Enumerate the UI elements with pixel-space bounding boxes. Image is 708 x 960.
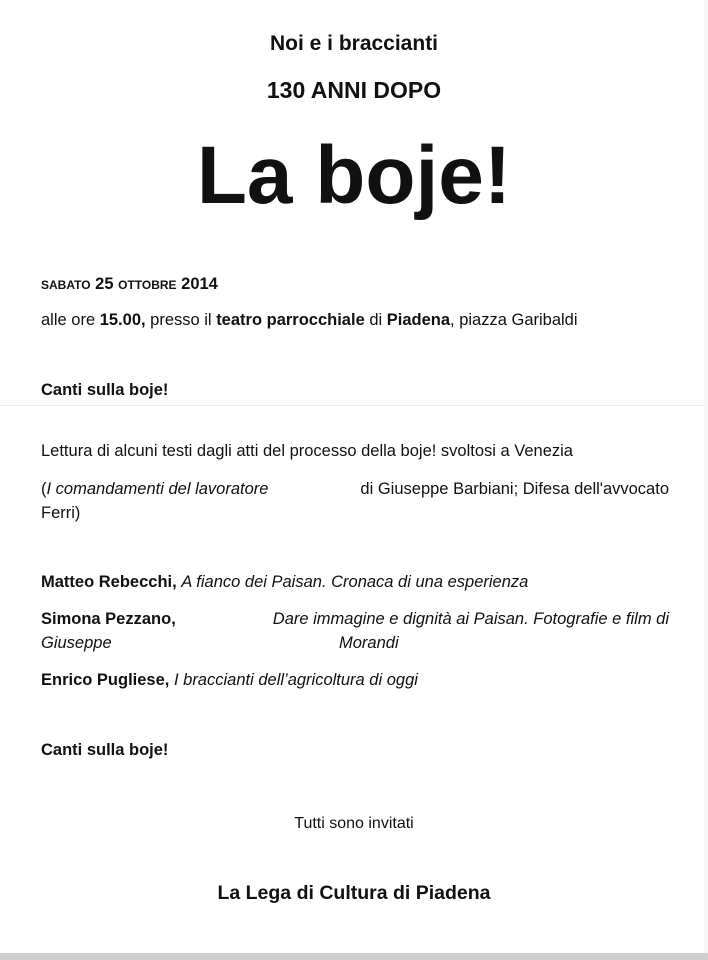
time-prefix: alle ore (41, 311, 100, 329)
speaker-2-cont-b: Morandi (339, 634, 399, 652)
lettura-line: Lettura di alcuni testi dagli atti del processo della boje! svoltosi a Venezia (41, 442, 573, 460)
works-open: ( (41, 480, 47, 498)
event-square: , piazza Garibaldi (450, 311, 578, 329)
works-part-1 (41, 480, 268, 499)
speaker-2-name: Simona Pezzano, (41, 610, 176, 628)
divider (0, 405, 708, 406)
date-number: 25 (95, 275, 114, 293)
time-mid: presso il (145, 311, 217, 329)
speaker-3 (41, 671, 669, 690)
bottom-edge-bar (0, 953, 708, 960)
speaker-3-talk: I braccianti dell’agricoltura di oggi (173, 671, 418, 689)
date-day: sabato (41, 275, 91, 293)
speaker-2-cont-a: Giuseppe (41, 634, 112, 652)
speaker-2 (41, 610, 669, 629)
speaker-1 (41, 573, 669, 592)
page-title: La boje! (196, 130, 512, 221)
subtitle-line-1: Noi e i braccianti (269, 32, 439, 55)
date-month: ottobre (118, 275, 177, 293)
event-date (41, 275, 669, 294)
event-time: 15.00, (99, 311, 146, 329)
works-line-1 (41, 480, 669, 499)
works-line-2: Ferri) (41, 504, 81, 522)
speaker-2-talk: Dare immagine e dignità ai Paisan. Fotografie e film di (272, 610, 669, 628)
page-edge-shadow (704, 0, 708, 960)
speaker-1-talk: A fianco dei Paisan. Cronaca di una esperienza (181, 573, 529, 591)
time-di: di (364, 311, 387, 329)
speaker-3-name: Enrico Pugliese, (41, 671, 170, 689)
speaker-1-name: Matteo Rebecchi, (41, 573, 177, 591)
works-title: I comandamenti del lavoratore (46, 480, 269, 498)
speaker-2-cont (41, 634, 669, 653)
event-venue: teatro parrocchiale (216, 311, 365, 329)
organizer: La Lega di Cultura di Piadena (217, 882, 491, 904)
invitation: Tutti sono invitati (294, 815, 414, 832)
event-time-place (41, 311, 669, 330)
canti-heading-2: Canti sulla boje! (41, 741, 169, 759)
event-town: Piadena (386, 311, 451, 329)
subtitle-line-2: 130 ANNI DOPO (266, 77, 442, 103)
date-year: 2014 (181, 275, 218, 293)
works-part-2: di Giuseppe Barbiani; Difesa dell'avvocato (360, 480, 669, 498)
canti-heading-1: Canti sulla boje! (41, 381, 169, 399)
